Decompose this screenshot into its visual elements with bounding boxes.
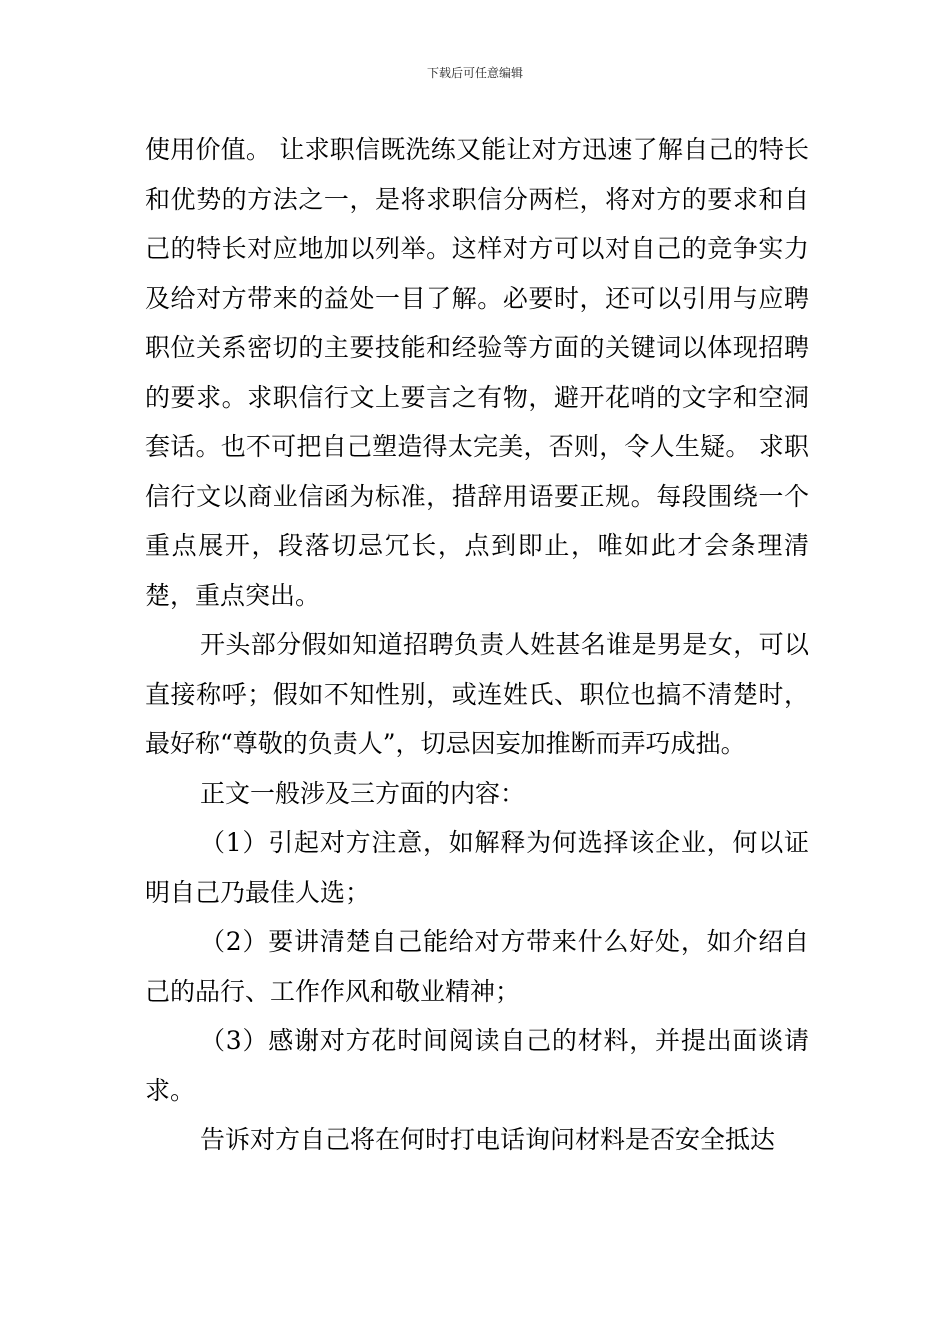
paragraph-main-text-intro: 正文一般涉及三方面的内容： xyxy=(200,778,526,808)
paragraph-opening: 开头部分假如知道招聘负责人姓甚名谁是男是女，可以直接称呼；假如不知性别，或连姓氏、职位也搞不清楚时，最好称“尊敬的负责人”，切忌因妄加推断而弄巧成拙。 xyxy=(145,630,809,758)
list-item-2: （2）要讲清楚自己能给对方带来什么好处，如介绍自己的品行、工作作风和敬业精神； xyxy=(145,927,809,1006)
list-item-1: （1）引起对方注意，如解释为何选择该企业，何以证明自己乃最佳人选； xyxy=(145,828,809,907)
paragraph-body-1: 使用价值。 让求职信既洗练又能让对方迅速了解自己的特长和优势的方法之一，是将求职信分两栏，将对方的要求和自己的特长对应地加以列举。这样对方可以对自己的竞争实力及给对方带来的益处一目了解。必要时，还可以引用与应聘职位关系密切的主要技能和经验等方面的关键词以体现招聘的要求。求职信行文上要言之有物，避开花哨的文字和空洞套话。也不可把自己塑造得太完美，否则，令人生疑。 求职信行文以商业信函为标准，措辞用语要正规。每段围绕一个重点展开，段落切忌冗长，点到即止，唯如此才会条理清楚，重点突出。 xyxy=(145,135,809,610)
paragraph-closing: 告诉对方自己将在何时打电话询问材料是否安全抵达 xyxy=(200,1125,776,1154)
list-item-3: （3）感谢对方花时间阅读自己的材料，并提出面谈请求。 xyxy=(145,1026,809,1105)
document-body xyxy=(145,125,809,1165)
page-header: 下载后可任意编辑 xyxy=(426,66,523,80)
